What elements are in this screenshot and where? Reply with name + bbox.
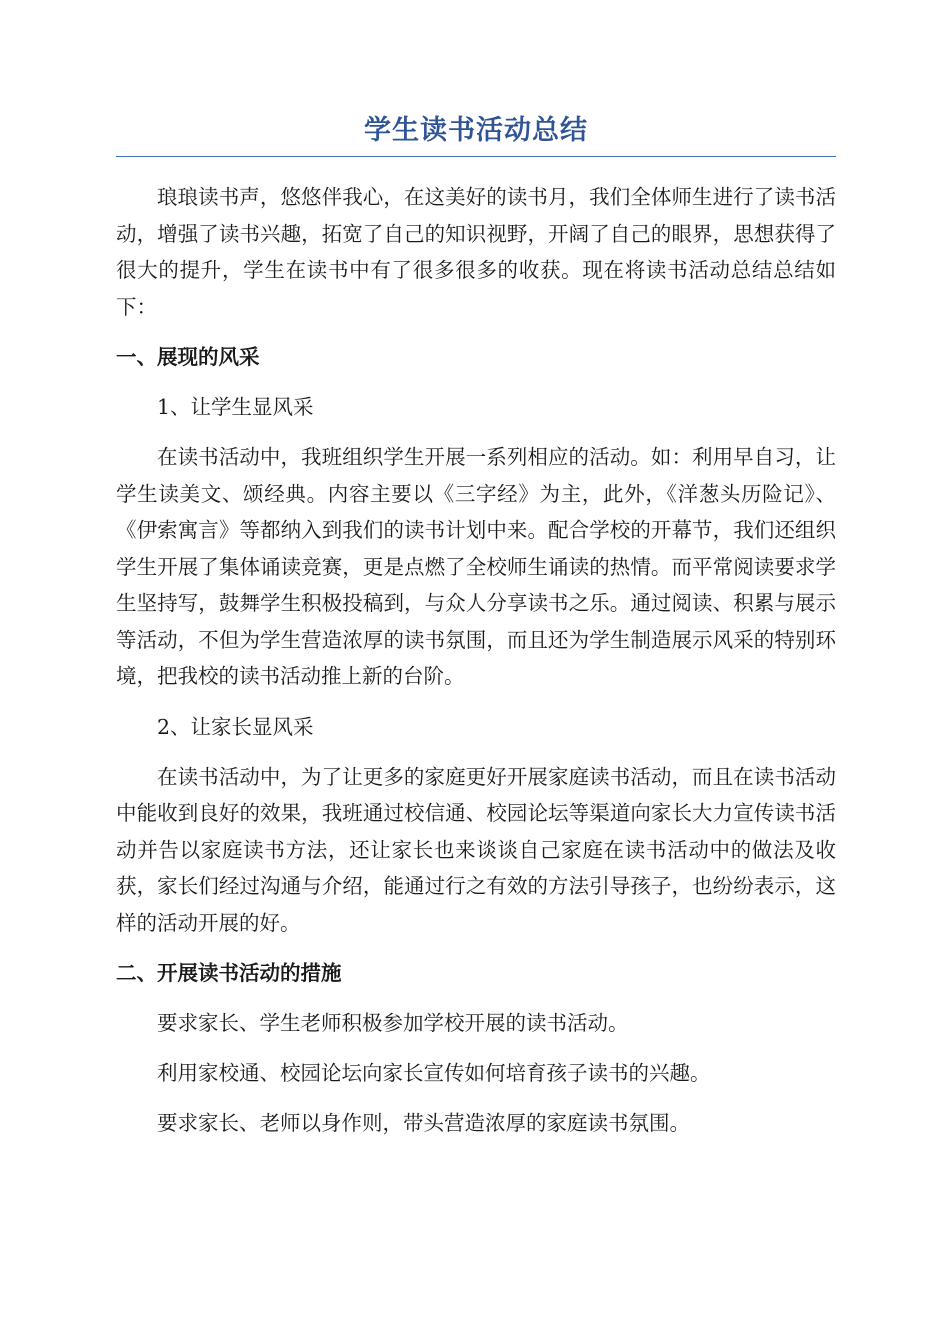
measure-item: 要求家长、学生老师积极参加学校开展的读书活动。 bbox=[157, 1011, 629, 1035]
parents-paragraph: 在读书活动中，为了让更多的家庭更好开展家庭读书活动，而且在读书活动中能收到良好的效果，我班通过校信通、校园论坛等渠道向家长大力宣传读书活动并告以家庭读书方法，还让家长也来谈谈自己家庭在读书活动中的做法及收获，家长们经过沟通与介绍，能通过行之有效的方法引导孩子，也纷纷表示，这样的活动开展的好。 bbox=[116, 764, 836, 935]
document-title: 学生读书活动总结 bbox=[116, 108, 836, 157]
measure-item: 要求家长、老师以身作则，带头营造浓厚的家庭读书氛围。 bbox=[157, 1111, 690, 1135]
intro-paragraph: 琅琅读书声，悠悠伴我心，在这美好的读书月，我们全体师生进行了读书活动，增强了读书兴趣，拓宽了自己的知识视野，开阔了自己的眼界，思想获得了很大的提升，学生在读书中有了很多很多的收获。现在将读书活动总结总结如下： bbox=[116, 185, 836, 319]
measure-item: 利用家校通、校园论坛向家长宣传如何培育孩子读书的兴趣。 bbox=[157, 1061, 711, 1085]
subheading-students: 1、让学生显风采 bbox=[157, 395, 314, 419]
section-heading-2: 二、开展读书活动的措施 bbox=[116, 961, 342, 985]
section-heading-1: 一、展现的风采 bbox=[116, 345, 260, 369]
document-page bbox=[116, 108, 836, 1141]
subheading-parents: 2、让家长显风采 bbox=[157, 714, 314, 739]
students-paragraph: 在读书活动中，我班组织学生开展一系列相应的活动。如：利用早自习，让学生读美文、颂经典。内容主要以《三字经》为主，此外，《洋葱头历险记》、《伊索寓言》等都纳入到我们的读书计划中来。配合学校的开幕节，我们还组织学生开展了集体诵读竞赛，更是点燃了全校师生诵读的热情。而平常阅读要求学生坚持写，鼓舞学生积极投稿到，与众人分享读书之乐。通过阅读、积累与展示等活动，不但为学生营造浓厚的读书氛围，而且还为学生制造展示风采的特别环境，把我校的读书活动推上新的台阶。 bbox=[116, 445, 836, 688]
